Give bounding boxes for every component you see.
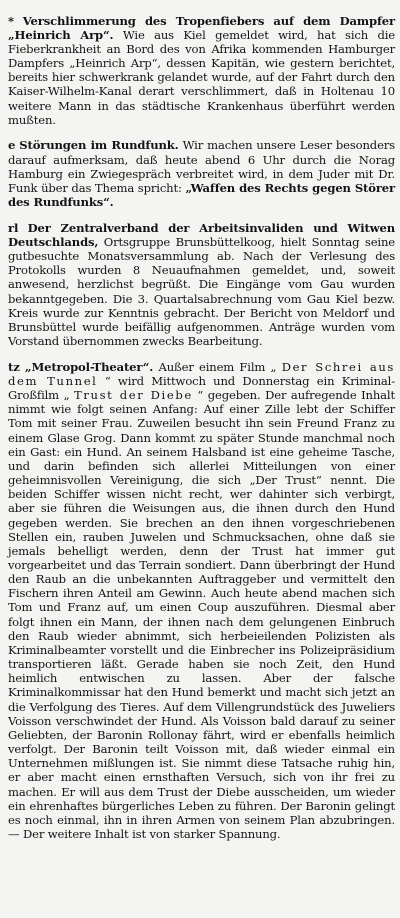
article-metropol-theater: tz „Metropol-Theater“. Außer einem Film „ Der Schrei aus dem Tunnel “ wird Mittwoch und Donnerstag ein Kriminal-Großfilm „ Trust der Diebe “ gegeben. Der aufregende Inhalt nimmt wie folgt seinen Anfang: Auf einer Zille lebt der Schiffer Tom mit seiner Frau. Zuweilen besucht ihn sein Freund Franz zu einem Glase Grog. Dann kommt zu später Stunde manchmal noch ein Gast: ein Hund. An seinem Halsband ist eine geheime Tasche, und darin befinden sich allerlei Mitteilungen von einer geheimnisvollen Vereinigung, die sich „Der Trust“ nennt. Die beiden Schiffer wissen nicht recht, wer dahinter sich verbirgt, aber sie führen die Weisungen aus, die ihnen durch den Hund gegeben werden. Sie brechen an den ihnen vorgeschriebenen Stellen ein, rauben Juwelen und Schmucksachen, ohne daß sie jemals behelligt werden, denn der Trust hat immer gut vorgearbeitet und das Terrain sondiert. Dann überbringt der Hund den Raub an die unbekannten Auftraggeber und vermittelt den Fischern ihren Anteil am Gewinn. Auch heute abend machen sich Tom und Franz auf, um einen Coup auszuführen. Diesmal aber folgt ihnen ein Mann, der ihnen nach dem gelungenen Einbruch den Raub wieder abnimmt, sich herbeieilenden Polizisten als Kriminalbeamter vorstellt und die Einbrecher ins Polizeipräsidium transportieren läßt. Gerade haben sie noch Zeit, den Hund heimlich entwischen zu lassen. Aber der falsche Kriminalkommissar hat den Hund bemerkt und macht sich jetzt an die Verfolgung des Tieres. Auf dem Villengrundstück des Juweliers Voisson verschwindet der Hund. Als Voisson bald darauf zu seiner Geliebten, der Baronin Rollonay fährt, wird er ebenfalls heimlich verfolgt. Der Baronin teilt Voisson mit, daß wieder einmal ein Unternehmen mißlungen ist. Sie nimmt diese Tatsache ruhig hin, er aber macht einen ernsthaften Versuch, sich von ihr frei zu machen. Er will aus dem Trust der Diebe ausscheiden, um wieder ein ehrenhaftes bürgerliches Leben zu führen. Der Baronin gelingt es noch einmal, ihn in ihren Armen von seinem Plan abzubringen. — Der weitere Inhalt ist von starker Spannung. bbox=[8, 359, 395, 841]
article-headline: Der Zentralverband der Arbeitsinvaliden und Witwen Deutschlands, bbox=[8, 220, 395, 249]
article-body: “ gegeben. Der aufregende Inhalt nimmt wie folgt seinen Anfang: Auf einer Zille lebt der Schiffer Tom mit seiner Frau. Zuweilen besucht ihn sein Freund Franz zu einem Glase Grog. Dann kommt zu später Stunde manchmal noch ein Gast: ein Hund. An seinem Halsband ist eine geheime Tasche, und darin befinden sich allerlei Mitteilungen von einer geheimnisvollen Vereinigung, die sich „Der Trust“ nennt. Die beiden Schiffer wissen nicht recht, wer dahinter sich verbirgt, aber sie führen die Weisungen aus, die ihnen durch den Hund gegeben werden. Sie brechen an den ihnen vorgeschriebenen Stellen ein, rauben Juwelen und Schmucksachen, ohne daß sie jemals behelligt werden, denn der Trust hat immer gut vorgearbeitet und das Terrain sondiert. Dann überbringt der Hund den Raub an die unbekannten Auftraggeber und vermittelt den Fischern ihren Anteil am Gewinn. Auch heute abend machen sich Tom und Franz auf, um einen Coup auszuführen. Diesmal aber folgt ihnen ein Mann, der ihnen nach dem gelungenen Einbruch den Raub wieder abnimmt, sich herbeieilenden Polizisten als Kriminalbeamter vorstellt und die Einbrecher ins Polizeipräsidium transportieren läßt. Gerade haben sie noch Zeit, den Hund heimlich entwischen zu lassen. Aber der falsche Kriminalkommissar hat den Hund bemerkt und macht sich jetzt an die Verfolgung des Tieres. Auf dem Villengrundstück des Juweliers Voisson verschwindet der Hund. Als Voisson bald darauf zu seiner Geliebten, der Baronin Rollonay fährt, wird er ebenfalls heimlich verfolgt. Der Baronin teilt Voisson mit, daß wieder einmal ein Unternehmen mißlungen ist. Sie nimmt diese Tatsache ruhig hin, er aber macht einen ernsthaften Versuch, sich von ihr frei zu machen. Er will aus dem Trust der Diebe ausscheiden, um wieder ein ehrenhaftes bürgerliches Leben zu führen. Der Baronin gelingt es noch einmal, ihn in ihren Armen von seinem Plan abzubringen. — Der weitere Inhalt ist von starker Spannung. bbox=[8, 388, 395, 841]
article-headline: Verschlimmerung des Tropenfiebers auf dem Dampfer „Heinrich Arp“. bbox=[8, 13, 395, 42]
film-title-trust: Trust der Diebe bbox=[74, 388, 193, 403]
article-headline: „Metropol-Theater“. bbox=[24, 359, 154, 374]
article-zentralverband bbox=[8, 221, 395, 348]
article-marker: rl bbox=[8, 220, 19, 235]
article-marker: tz bbox=[8, 359, 20, 374]
article-body: Wie aus Kiel gemeldet wird, hat sich die Fieberkrankheit an Bord des von Afrika kommenden Hamburger Dampfers „Heinrich Arp“, dessen Kapitän, wie gestern berichtet, bereits hier schwerkrank gelandet wurde, auf der Fahrt durch den Kaiser-Wilhelm-Kanal derart verschlimmert, daß in Holtenau 10 weitere Mann in das städtische Krankenhaus überführt werden mußten. bbox=[8, 27, 396, 127]
article-marker: e bbox=[8, 138, 16, 153]
article-marker: * bbox=[8, 13, 14, 28]
film-title-schrei: Der Schrei aus dem Tunnel bbox=[8, 359, 395, 388]
article-headline: Störungen im Rundfunk. bbox=[19, 138, 179, 153]
article-tropenfieber bbox=[8, 14, 395, 127]
article-rundfunk bbox=[8, 138, 395, 209]
article-body: Wir machen unsere Leser besonders darauf aufmerksam, daß heute abend 6 Uhr durch die Norag Hamburg ein Zwiegespräch verbreitet wird, in dem Juder mit Dr. Funk über das Thema spricht: bbox=[8, 138, 395, 195]
article-body: Ortsgruppe Brunsbüttelkoog, hielt Sonntag seine gutbesuchte Monatsversammlung ab. Nach der Verlesung des Protokolls wurden 8 Neuaufnahmen gemeldet, und, soweit anwesend, herzlichst begrüßt. Die Eingänge vom Gau wurden bekanntgegeben. Die 3. Quartalsabrechnung vom Gau Kiel bezw. Kreis wurde zur Kenntnis gebracht. Der Bericht von Meldorf und Brunsbüttel wurde beifällig aufgenommen. Anträge wurden vom Vorstand übernommen zwecks Bearbeitung. bbox=[8, 234, 395, 349]
article-quoted-topic: „Waffen des Rechts gegen Störer des Rundfunks“. bbox=[8, 180, 395, 210]
